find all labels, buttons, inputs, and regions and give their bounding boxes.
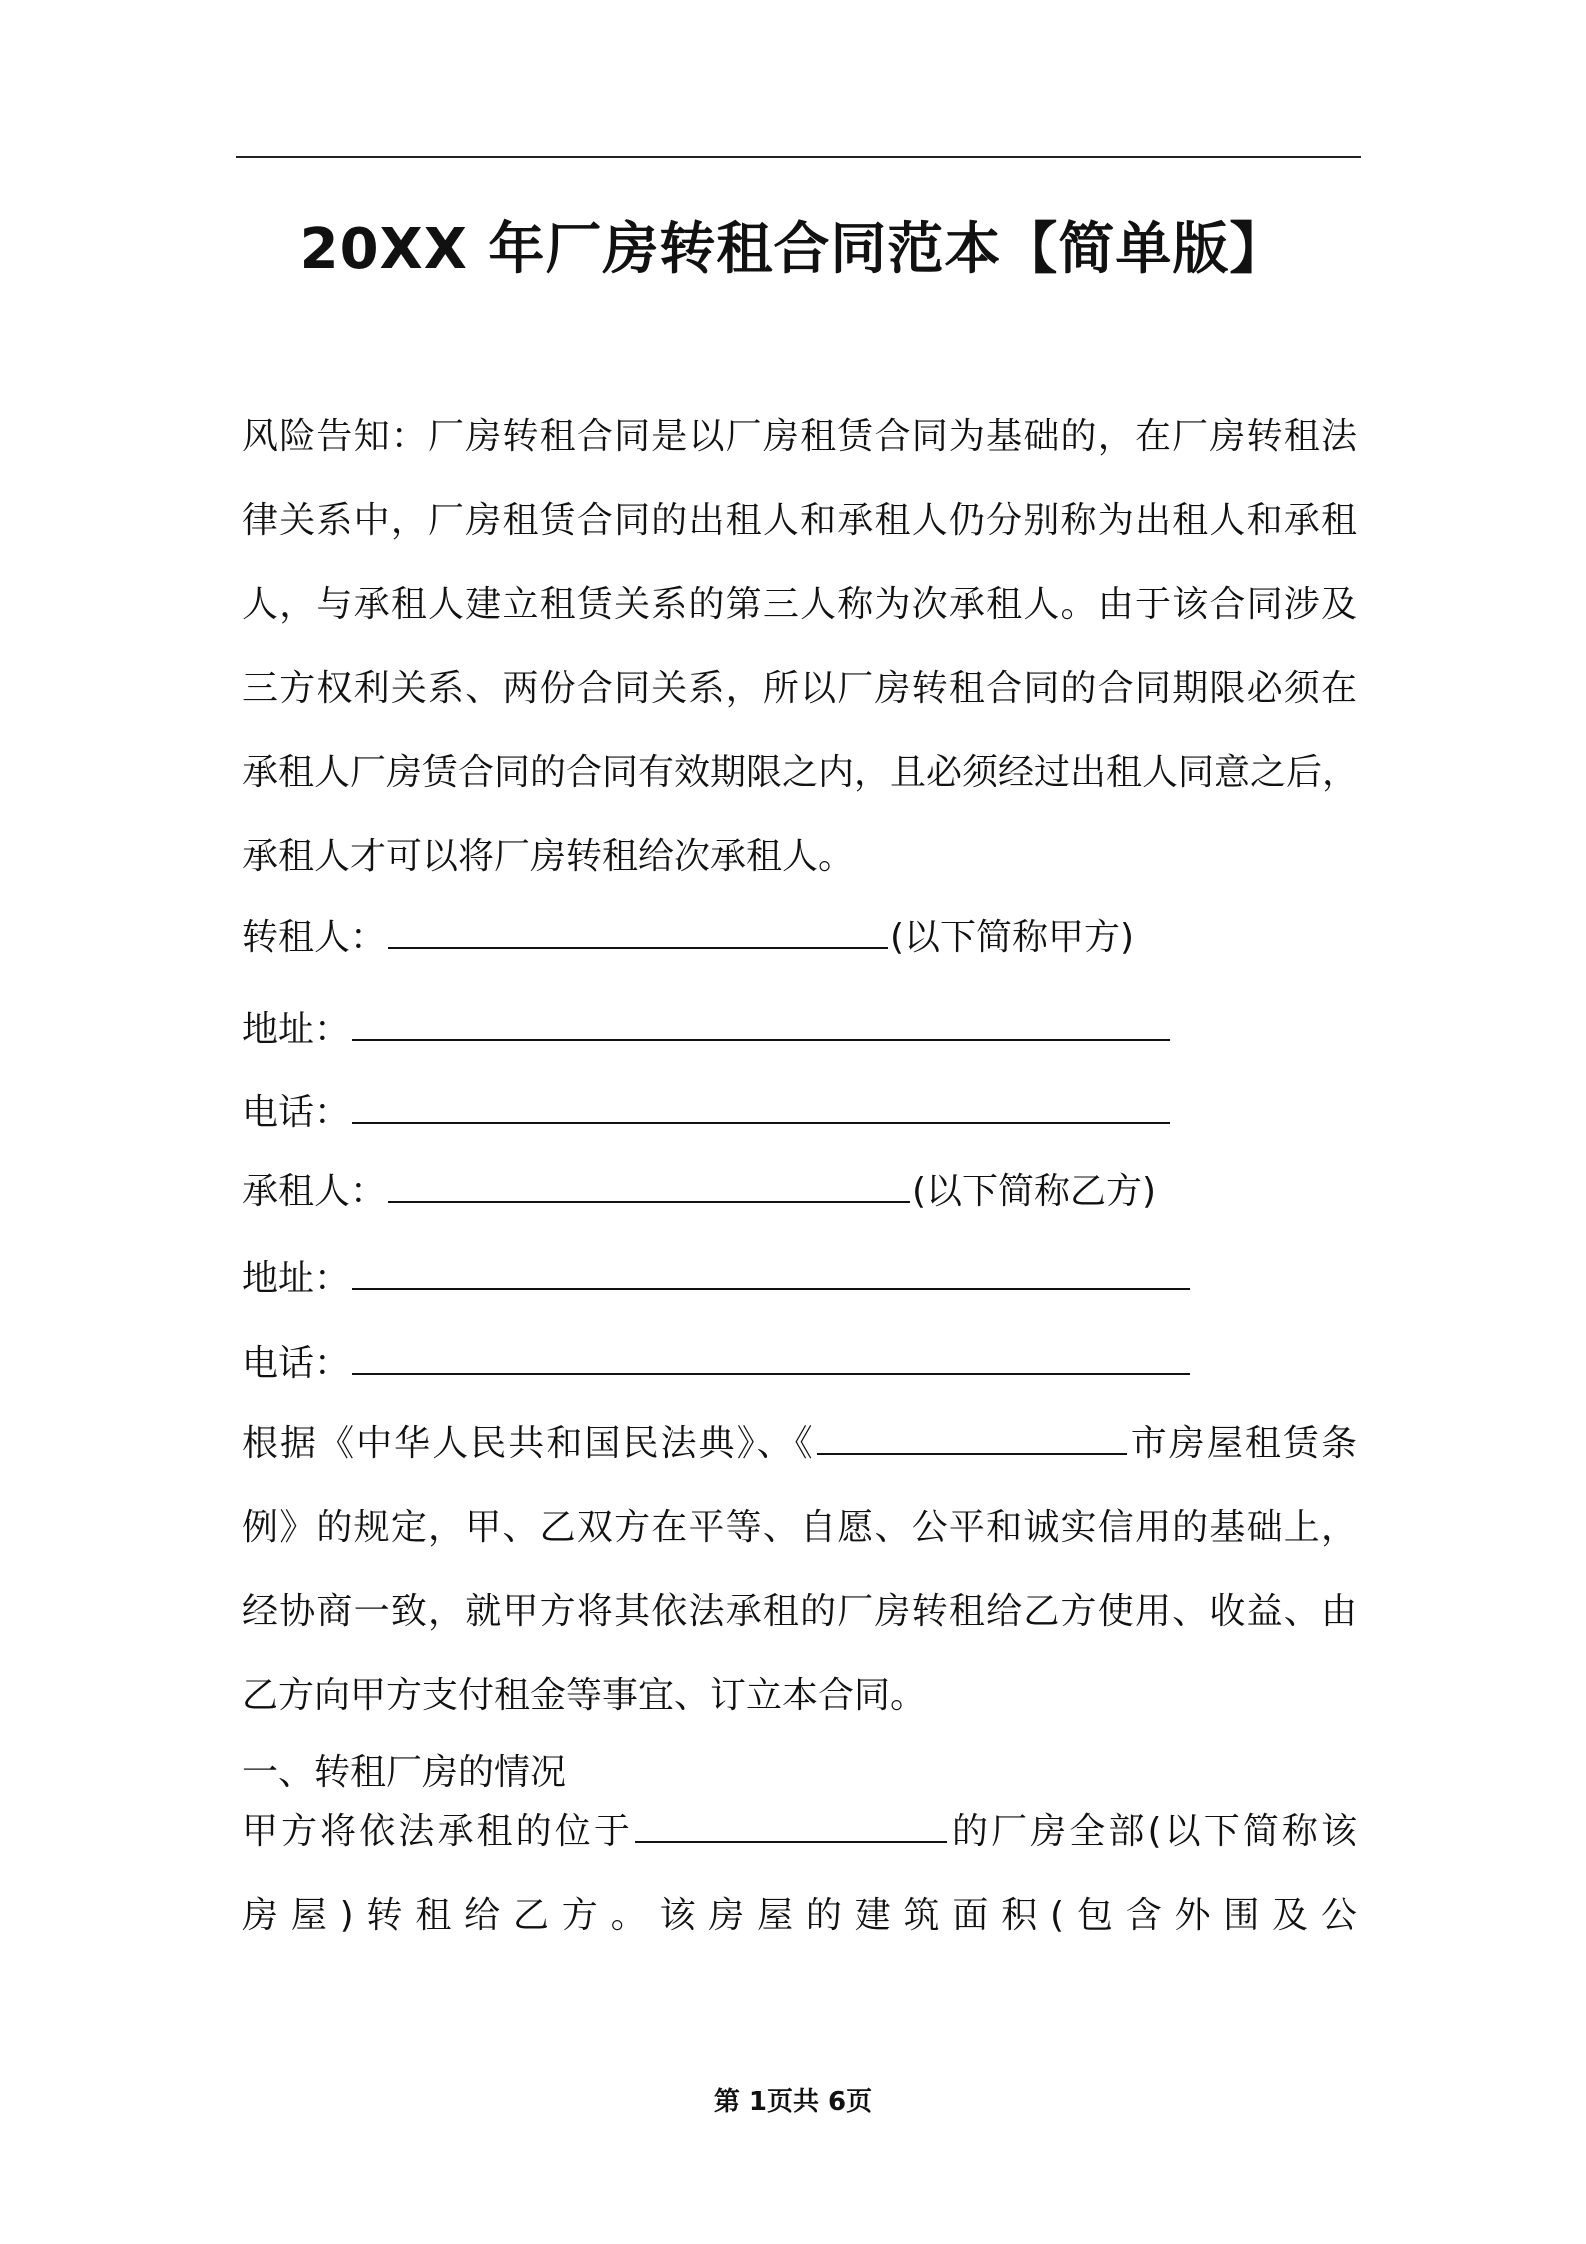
party-a-label: 转租人： bbox=[242, 917, 387, 958]
city-blank bbox=[817, 1419, 1127, 1455]
party-a-address-blank bbox=[352, 1005, 1170, 1041]
party-a-phone-field bbox=[242, 1087, 1172, 1139]
risk-notice-line: 承租人才可以将厂房转租给次承租人。 bbox=[242, 836, 855, 877]
party-b-suffix: (以下简称乙方) bbox=[912, 1171, 1157, 1212]
section-1-line: 房屋)转租给乙方。该房屋的建筑面积(包含外围及公 bbox=[242, 1895, 1357, 1936]
party-a-suffix: (以下简称甲方) bbox=[890, 917, 1135, 958]
section-1-heading: 一、转租厂房的情况 bbox=[242, 1752, 567, 1793]
party-b-phone-label: 电话： bbox=[242, 1343, 351, 1384]
party-b-name-blank bbox=[388, 1167, 910, 1203]
party-a-phone-blank bbox=[352, 1088, 1170, 1124]
party-b-name-field bbox=[242, 1166, 1156, 1218]
party-a-name-blank bbox=[388, 913, 888, 949]
section-1-paragraph bbox=[242, 1790, 1357, 1958]
party-b-address-label: 地址： bbox=[242, 1258, 351, 1299]
party-a-address-field bbox=[242, 1004, 1172, 1056]
risk-notice-line: 承租人厂房赁合同的合同有效期限之内，且必须经过出租人同意之后， bbox=[242, 752, 1359, 793]
legal-basis-line: 根据《中华人民共和国民法典》、《 市房屋租赁条 bbox=[242, 1402, 1357, 1486]
section-1-line: 甲方将依法承租的位于 的厂房全部(以下简称该 bbox=[242, 1790, 1357, 1874]
risk-notice-line: 律关系中，厂房租赁合同的出租人和承租人仍分别称为出租人和承租 bbox=[242, 500, 1357, 541]
party-a-phone-label: 电话： bbox=[242, 1092, 351, 1133]
legal-basis-line: 经协商一致，就甲方将其依法承租的厂房转租给乙方使用、收益、由 bbox=[242, 1591, 1357, 1632]
legal-basis-line: 乙方向甲方支付租金等事宜、订立本合同。 bbox=[242, 1675, 927, 1716]
party-a-name-field bbox=[242, 912, 1134, 964]
page-footer: 第 1页共 6页 bbox=[713, 2087, 873, 2117]
party-b-phone-blank bbox=[352, 1339, 1190, 1375]
party-b-label: 承租人： bbox=[242, 1171, 387, 1212]
party-a-address-label: 地址： bbox=[242, 1009, 351, 1050]
risk-notice-line: 三方权利关系、两份合同关系，所以厂房转租合同的合同期限必须在 bbox=[242, 668, 1357, 709]
header-rule bbox=[236, 156, 1361, 158]
risk-notice-paragraph bbox=[242, 395, 1357, 899]
location-blank bbox=[635, 1807, 947, 1843]
legal-basis-paragraph bbox=[242, 1402, 1357, 1738]
party-b-address-field bbox=[242, 1253, 1192, 1305]
risk-notice-line: 人，与承租人建立租赁关系的第三人称为次承租人。由于该合同涉及 bbox=[242, 584, 1357, 625]
party-b-phone-field bbox=[242, 1338, 1192, 1390]
risk-notice-line: 风险告知：厂房转租合同是以厂房租赁合同为基础的，在厂房转租法 bbox=[242, 416, 1357, 457]
document-title: 20XX 年厂房转租合同范本【简单版】 bbox=[299, 217, 1287, 282]
legal-basis-line: 例》的规定，甲、乙双方在平等、自愿、公平和诚实信用的基础上， bbox=[242, 1507, 1357, 1548]
party-b-address-blank bbox=[352, 1254, 1190, 1290]
